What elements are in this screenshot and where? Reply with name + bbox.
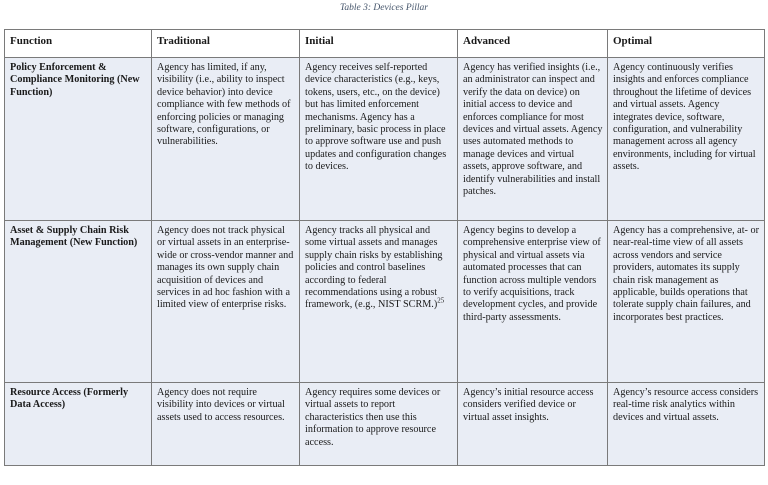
table-row — [5, 58, 765, 221]
traditional-cell: Agency does not track physical or virtual assets in an enterprise-wide or cross-vendor manner and manages its own supply chain acquisition of devices and services in ad hoc fashion with a limited view of enterprise risks. — [152, 221, 300, 383]
optimal-cell: Agency continuously verifies insights and enforces compliance throughout the lifetime of devices and virtual assets. Agency integrates device, software, configuration, and vulnerability management across all agency environments, including for virtual assets. — [608, 58, 765, 221]
table-row — [5, 221, 765, 383]
devices-pillar-table — [4, 29, 765, 466]
header-traditional: Traditional — [152, 30, 300, 58]
initial-text: Agency tracks all physical and some virtual assets and manages supply chain risks by establishing policies and control baselines according to federal recommendations using a robust framework, (e.g., NIST SCRM.) — [305, 225, 443, 311]
header-advanced: Advanced — [458, 30, 608, 58]
table-caption: Table 3: Devices Pillar — [339, 3, 429, 13]
initial-cell — [300, 221, 458, 383]
advanced-cell: Agency has verified insights (i.e., an administrator can inspect and verify the data on device) on initial access to device and enforces compliance for most devices and virtual assets. Agency uses automated methods to manage devices and virtual assets, approve software, and identify vulnerabilities and install patches. — [458, 58, 608, 221]
advanced-cell: Agency begins to develop a comprehensive enterprise view of physical and virtual assets via automated processes that can function across multiple vendors to verify acquisitions, track development cycles, and provide third-party assessments. — [458, 221, 608, 383]
optimal-cell: Agency has a comprehensive, at- or near-real-time view of all assets across vendors and service providers, automates its supply chain risk management as applicable, builds operations that tolerate supply chain failures, and incorporates best practices. — [608, 221, 765, 383]
header-initial: Initial — [300, 30, 458, 58]
function-cell: Policy Enforcement & Compliance Monitoring (New Function) — [5, 58, 152, 221]
table-row — [5, 383, 765, 466]
header-function: Function — [5, 30, 152, 58]
initial-cell: Agency requires some devices or virtual assets to report characteristics then use this information to approve resource access. — [300, 383, 458, 466]
footnote-ref[interactable]: 25 — [437, 297, 445, 306]
advanced-cell: Agency’s initial resource access considers verified device or virtual asset insights. — [458, 383, 608, 466]
header-optimal: Optimal — [608, 30, 765, 58]
optimal-cell: Agency’s resource access considers real-time risk analytics within devices and virtual assets. — [608, 383, 765, 466]
function-cell: Resource Access (Formerly Data Access) — [5, 383, 152, 466]
function-cell: Asset & Supply Chain Risk Management (New Function) — [5, 221, 152, 383]
traditional-cell: Agency does not require visibility into devices or virtual assets used to access resources. — [152, 383, 300, 466]
header-row — [5, 30, 765, 58]
traditional-cell: Agency has limited, if any, visibility (i.e., ability to inspect device behavior) into device compliance with few methods of enforcing policies or managing software, configurations, or vulnerabilities. — [152, 58, 300, 221]
initial-cell: Agency receives self-reported device characteristics (e.g., keys, tokens, users, etc., on the device) but has limited enforcement mechanisms. Agency has a preliminary, basic process in place to approve software use and push updates and configuration changes to devices. — [300, 58, 458, 221]
